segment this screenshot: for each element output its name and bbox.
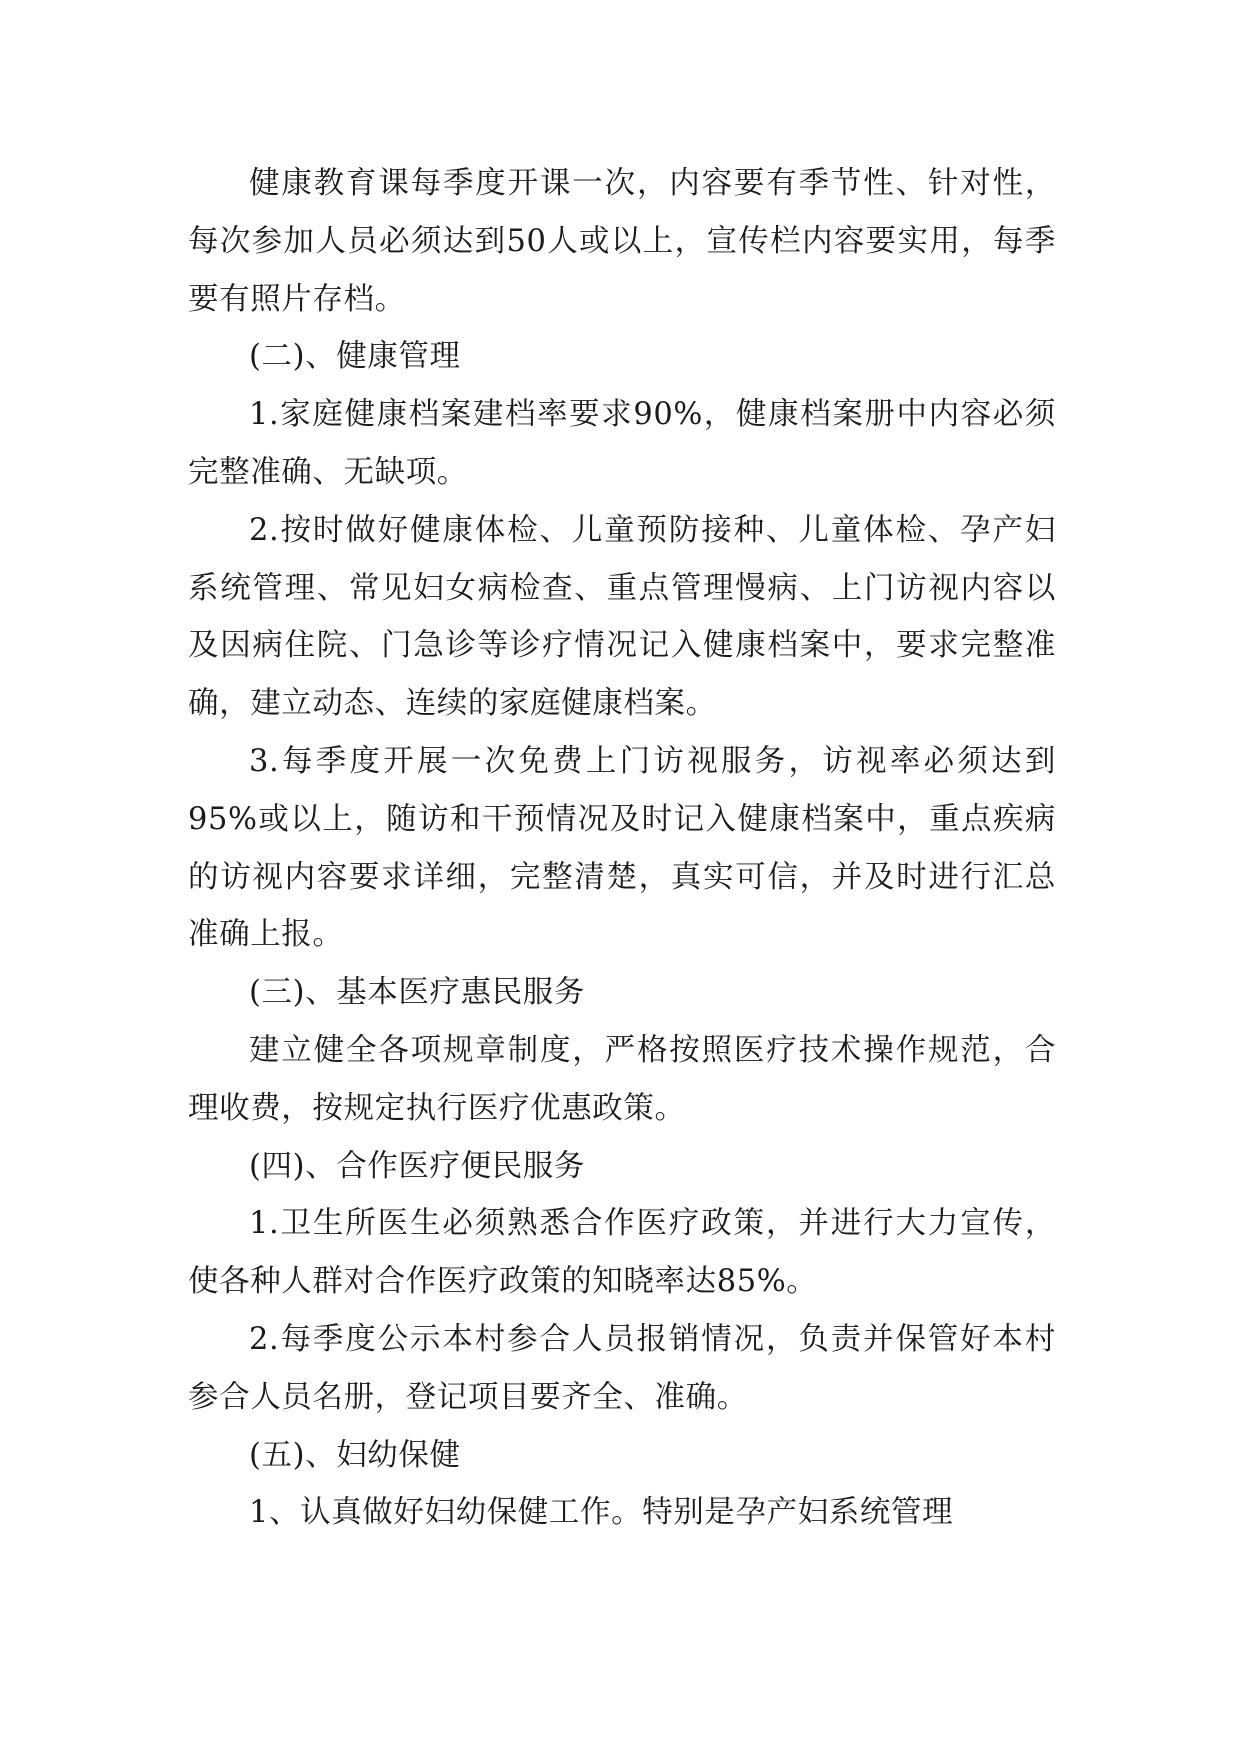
paragraph-cooperative-medical-2: 2.每季度公示本村参合人员报销情况，负责并保管好本村参合人员名册，登记项目要齐全、准确。: [188, 1321, 1056, 1415]
paragraph-cooperative-medical-1: 1.卫生所医生必须熟悉合作医疗政策，并进行大力宣传，使各种人群对合作医疗政策的知晓率达85%。: [188, 1206, 1056, 1300]
paragraph-health-management-3: 3.每季度开展一次免费上门访视服务，访视率必须达到95%或以上，随访和干预情况及时记入健康档案中，重点疾病的访视内容要求详细，完整清楚，真实可信，并及时进行汇总准确上报。: [188, 743, 1056, 953]
document-body: [188, 155, 1056, 1542]
section-heading-health-management: (二)、健康管理: [249, 339, 461, 375]
paragraph-maternal-child-health-1: 1、认真做好妇幼保健工作。特别是孕产妇系统管理: [249, 1495, 954, 1531]
section-heading-basic-medical-service: (三)、基本医疗惠民服务: [249, 975, 585, 1011]
paragraph-basic-medical-service: 建立健全各项规章制度，严格按照医疗技术操作规范，合理收费，按规定执行医疗优惠政策。: [188, 1032, 1056, 1126]
paragraph-health-education: 健康教育课每季度开课一次，内容要有季节性、针对性，每次参加人员必须达到50人或以上，宣传栏内容要实用，每季要有照片存档。: [188, 166, 1056, 317]
paragraph-health-management-1: 1.家庭健康档案建档率要求90%，健康档案册中内容必须完整准确、无缺项。: [188, 397, 1056, 490]
section-heading-maternal-child-health: (五)、妇幼保健: [249, 1437, 461, 1473]
paragraph-health-management-2: 2.按时做好健康体检、儿童预防接种、儿童体检、孕产妇系统管理、常见妇女病检查、重点管理慢病、上门访视内容以及因病住院、门急诊等诊疗情况记入健康档案中，要求完整准确，建立动态、连续的家庭健康档案。: [188, 512, 1056, 722]
section-heading-cooperative-medical: (四)、合作医疗便民服务: [249, 1148, 585, 1184]
